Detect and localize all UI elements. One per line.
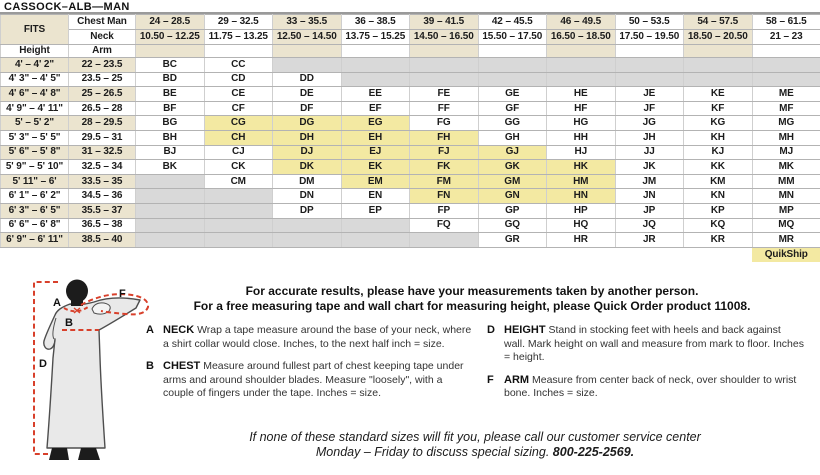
size-code-cell: HN <box>547 189 616 204</box>
size-row <box>1 58 820 73</box>
size-row <box>1 174 820 189</box>
height-range: 4' – 4' 2" <box>1 58 69 73</box>
quikship-badge: QuikShip <box>752 247 820 262</box>
neck-range: 13.75 – 15.25 <box>341 30 410 45</box>
size-cell-unavailable <box>478 58 547 73</box>
size-code-cell: BC <box>136 58 205 73</box>
arm-range: 38.5 – 40 <box>69 233 136 248</box>
instruction-term: ARM <box>504 373 530 386</box>
size-code-cell: KE <box>684 87 753 102</box>
size-code-cell: DF <box>273 101 342 116</box>
size-code-cell: DD <box>273 72 342 87</box>
size-row <box>1 218 820 233</box>
size-code-cell: DG <box>273 116 342 131</box>
instruction-text: CHEST Measure around fullest part of chest keeping tape under arms and around shoulder blades. Measure "loosely", with a couple of fingers under the tape. Inches = size. <box>163 360 464 399</box>
neck-range: 16.50 – 18.50 <box>547 30 616 45</box>
size-code-cell: CE <box>204 87 273 102</box>
chest-range: 54 – 57.5 <box>684 15 753 30</box>
size-code-cell: KP <box>684 203 753 218</box>
height-range: 5' 6" – 5' 8" <box>1 145 69 160</box>
instruction-item-chest <box>146 360 475 401</box>
size-code-cell: DK <box>273 160 342 175</box>
height-range: 6' 6" – 6' 8" <box>1 218 69 233</box>
size-code-cell: EE <box>341 87 410 102</box>
size-code-cell: KG <box>684 116 753 131</box>
size-code-cell: BG <box>136 116 205 131</box>
size-cell-unavailable <box>615 58 684 73</box>
size-cell-unavailable <box>341 58 410 73</box>
size-code-cell: GR <box>478 233 547 248</box>
neck-range: 14.50 – 16.50 <box>410 30 479 45</box>
axis-spacer-cell <box>410 45 479 58</box>
size-cell-unavailable <box>684 58 753 73</box>
size-code-cell: CM <box>204 174 273 189</box>
size-code-cell: MN <box>752 189 820 204</box>
size-code-cell: ME <box>752 87 820 102</box>
size-code-cell: FN <box>410 189 479 204</box>
instruction-text: ARM Measure from center back of neck, over shoulder to wrist bone. Inches = size. <box>504 373 797 399</box>
size-code-cell: HR <box>547 233 616 248</box>
instruction-item-arm <box>487 374 804 401</box>
size-row <box>1 116 820 131</box>
size-code-cell: EN <box>341 189 410 204</box>
height-range: 5' – 5' 2" <box>1 116 69 131</box>
instruction-letter: D <box>487 324 495 336</box>
size-code-cell: DJ <box>273 145 342 160</box>
size-row <box>1 203 820 218</box>
size-cell-unavailable <box>136 233 205 248</box>
chest-range: 24 – 28.5 <box>136 15 205 30</box>
chest-range: 58 – 61.5 <box>752 15 820 30</box>
size-code-cell: GF <box>478 101 547 116</box>
height-range: 6' 3" – 6' 5" <box>1 203 69 218</box>
axis-spacer-cell <box>341 45 410 58</box>
size-cell-unavailable <box>341 218 410 233</box>
instruction-term: NECK <box>163 324 195 336</box>
size-code-cell: GN <box>478 189 547 204</box>
height-range: 6' 9" – 6' 11" <box>1 233 69 248</box>
height-range: 4' 9" – 4' 11" <box>1 101 69 116</box>
size-code-cell: BE <box>136 87 205 102</box>
arm-range: 25 – 26.5 <box>69 87 136 102</box>
size-cell-unavailable <box>204 203 273 218</box>
arm-range: 23.5 – 25 <box>69 72 136 87</box>
neck-range: 10.50 – 12.25 <box>136 30 205 45</box>
size-code-cell: EH <box>341 130 410 145</box>
arm-range: 26.5 – 28 <box>69 101 136 116</box>
header-row-neck <box>1 30 820 45</box>
cassock-robe <box>44 298 140 448</box>
accuracy-notes <box>140 284 804 314</box>
size-code-cell: CC <box>204 58 273 73</box>
special-sizing-footer <box>140 430 810 460</box>
size-code-cell: JK <box>615 160 684 175</box>
size-code-cell: JN <box>615 189 684 204</box>
fits-label: FITS <box>1 15 69 45</box>
axis-spacer-cell <box>204 45 273 58</box>
size-cell-unavailable <box>136 203 205 218</box>
axis-spacer-cell <box>684 45 753 58</box>
neck-range: 15.50 – 17.50 <box>478 30 547 45</box>
size-code-cell: CF <box>204 101 273 116</box>
size-code-cell: JR <box>615 233 684 248</box>
arm-range: 29.5 – 31 <box>69 130 136 145</box>
size-code-cell: HK <box>547 160 616 175</box>
size-row <box>1 145 820 160</box>
size-code-cell: MR <box>752 233 820 248</box>
chest-row-label: Chest Man <box>69 15 136 30</box>
size-cell-unavailable <box>752 72 820 87</box>
size-cell-unavailable <box>547 72 616 87</box>
size-cell-unavailable <box>752 58 820 73</box>
size-code-cell: FG <box>410 116 479 131</box>
size-code-cell: GJ <box>478 145 547 160</box>
size-code-cell: JQ <box>615 218 684 233</box>
height-col-label: Height <box>1 45 69 58</box>
size-code-cell: GP <box>478 203 547 218</box>
size-code-cell: KN <box>684 189 753 204</box>
size-code-cell: MG <box>752 116 820 131</box>
size-code-cell: JJ <box>615 145 684 160</box>
size-cell-unavailable <box>273 233 342 248</box>
size-code-cell: KF <box>684 101 753 116</box>
size-code-cell: EM <box>341 174 410 189</box>
instruction-text: HEIGHT Stand in stocking feet with heels and back against wall. Mark height on wall and measure from mark to floor. Inches = height. <box>504 324 804 363</box>
size-code-cell: HE <box>547 87 616 102</box>
size-code-cell: BK <box>136 160 205 175</box>
size-code-cell: HQ <box>547 218 616 233</box>
chest-range: 36 – 38.5 <box>341 15 410 30</box>
neck-range: 18.50 – 20.50 <box>684 30 753 45</box>
axis-spacer-cell <box>752 45 820 58</box>
size-row <box>1 72 820 87</box>
size-cell-unavailable <box>136 218 205 233</box>
size-code-cell: FH <box>410 130 479 145</box>
size-code-cell: HM <box>547 174 616 189</box>
quikship-row-spacer <box>1 247 753 262</box>
size-code-cell: DP <box>273 203 342 218</box>
height-range: 5' 3" – 5' 5" <box>1 130 69 145</box>
measuring-instructions <box>146 324 804 410</box>
axis-spacer-cell <box>547 45 616 58</box>
size-cell-unavailable <box>478 72 547 87</box>
size-code-cell: CH <box>204 130 273 145</box>
size-row <box>1 189 820 204</box>
instruction-letter: A <box>146 324 154 336</box>
size-code-cell: EG <box>341 116 410 131</box>
phone-number: 800-225-2569. <box>552 445 635 459</box>
figure-foot-right <box>78 448 100 460</box>
size-code-cell: MH <box>752 130 820 145</box>
size-cell-unavailable <box>684 72 753 87</box>
size-code-cell: HP <box>547 203 616 218</box>
axis-spacer-cell <box>136 45 205 58</box>
size-code-cell: JG <box>615 116 684 131</box>
size-code-cell: DH <box>273 130 342 145</box>
footer-line1: If none of these standard sizes will fit you, please call our customer service center <box>249 430 701 444</box>
size-code-cell: DN <box>273 189 342 204</box>
instruction-letter: F <box>487 373 494 386</box>
size-row <box>1 101 820 116</box>
size-code-cell: GG <box>478 116 547 131</box>
figure-label-height: D <box>39 358 47 370</box>
page-title: CASSOCK–ALB—MAN <box>0 0 820 14</box>
axis-label-row <box>1 45 820 58</box>
size-cell-unavailable <box>204 189 273 204</box>
size-code-cell: CD <box>204 72 273 87</box>
arm-range: 36.5 – 38 <box>69 218 136 233</box>
size-code-cell: JF <box>615 101 684 116</box>
instruction-term: HEIGHT <box>504 324 546 336</box>
size-code-cell: FM <box>410 174 479 189</box>
size-code-cell: KJ <box>684 145 753 160</box>
quikship-row <box>1 247 820 262</box>
figure-label-neck: A <box>53 297 61 309</box>
instruction-item-height <box>487 324 804 365</box>
size-code-cell: KK <box>684 160 753 175</box>
instruction-item-neck <box>146 324 475 351</box>
neck-range: 11.75 – 13.25 <box>204 30 273 45</box>
size-code-cell: JH <box>615 130 684 145</box>
axis-spacer-cell <box>478 45 547 58</box>
size-code-cell: FP <box>410 203 479 218</box>
size-row <box>1 160 820 175</box>
size-cell-unavailable <box>273 58 342 73</box>
size-code-cell: GH <box>478 130 547 145</box>
size-code-cell: JM <box>615 174 684 189</box>
size-cell-unavailable <box>136 189 205 204</box>
arm-col-label: Arm <box>69 45 136 58</box>
size-code-cell: FJ <box>410 145 479 160</box>
instructions-column-right <box>475 324 804 410</box>
cassock-figure <box>20 278 160 475</box>
size-cell-unavailable <box>204 218 273 233</box>
size-cell-unavailable <box>204 233 273 248</box>
arm-range: 32.5 – 34 <box>69 160 136 175</box>
size-cell-unavailable <box>273 218 342 233</box>
size-code-cell: FK <box>410 160 479 175</box>
size-code-cell: MQ <box>752 218 820 233</box>
neck-row-label: Neck <box>69 30 136 45</box>
size-code-cell: KH <box>684 130 753 145</box>
size-code-cell: HF <box>547 101 616 116</box>
size-cell-unavailable <box>547 58 616 73</box>
size-cell-unavailable <box>341 233 410 248</box>
size-code-cell: CJ <box>204 145 273 160</box>
height-range: 5' 9" – 5' 10" <box>1 160 69 175</box>
size-code-cell: FQ <box>410 218 479 233</box>
neck-range: 21 – 23 <box>752 30 820 45</box>
height-range: 5' 11" – 6' <box>1 174 69 189</box>
size-code-cell: MP <box>752 203 820 218</box>
size-cell-unavailable <box>136 174 205 189</box>
size-code-cell: MF <box>752 101 820 116</box>
chest-range: 46 – 49.5 <box>547 15 616 30</box>
figure-label-chest: B <box>65 317 73 329</box>
size-code-cell: FE <box>410 87 479 102</box>
figure-foot-left <box>49 448 69 460</box>
size-cell-unavailable <box>410 233 479 248</box>
size-code-cell: EJ <box>341 145 410 160</box>
instructions-column-left <box>146 324 475 410</box>
footer-line2 <box>140 445 810 460</box>
size-code-cell: CK <box>204 160 273 175</box>
size-code-cell: KQ <box>684 218 753 233</box>
size-code-cell: JE <box>615 87 684 102</box>
size-code-cell: MK <box>752 160 820 175</box>
instruction-letter: B <box>146 360 154 372</box>
size-code-cell: DM <box>273 174 342 189</box>
accuracy-note-line2: For a free measuring tape and wall chart for measuring height, please Quick Order product 11008. <box>193 299 751 313</box>
size-code-cell: HJ <box>547 145 616 160</box>
size-code-cell: GQ <box>478 218 547 233</box>
size-code-cell: BD <box>136 72 205 87</box>
instruction-text: NECK Wrap a tape measure around the base of your neck, where a shirt collar would close. Inches, to the next half inch = size. <box>163 324 472 350</box>
neck-range: 17.50 – 19.50 <box>615 30 684 45</box>
size-code-cell: GE <box>478 87 547 102</box>
size-code-cell: EF <box>341 101 410 116</box>
size-code-cell: KR <box>684 233 753 248</box>
chest-range: 39 – 41.5 <box>410 15 479 30</box>
arm-range: 35.5 – 37 <box>69 203 136 218</box>
size-row <box>1 130 820 145</box>
size-cell-unavailable <box>615 72 684 87</box>
size-cell-unavailable <box>341 72 410 87</box>
size-code-cell: HH <box>547 130 616 145</box>
size-code-cell: FF <box>410 101 479 116</box>
size-row <box>1 87 820 102</box>
size-code-cell: MJ <box>752 145 820 160</box>
neck-range: 12.50 – 14.50 <box>273 30 342 45</box>
cassock-figure-drawing <box>20 278 160 475</box>
size-code-cell: BH <box>136 130 205 145</box>
size-code-cell: HG <box>547 116 616 131</box>
arm-range: 22 – 23.5 <box>69 58 136 73</box>
chest-range: 50 – 53.5 <box>615 15 684 30</box>
size-code-cell: CG <box>204 116 273 131</box>
figure-label-arm: F <box>119 288 126 300</box>
height-range: 4' 6" – 4' 8" <box>1 87 69 102</box>
chest-range: 33 – 35.5 <box>273 15 342 30</box>
chest-range: 42 – 45.5 <box>478 15 547 30</box>
size-code-cell: EK <box>341 160 410 175</box>
size-code-cell: GK <box>478 160 547 175</box>
instruction-term: CHEST <box>163 360 201 372</box>
size-code-cell: KM <box>684 174 753 189</box>
size-code-cell: DE <box>273 87 342 102</box>
footer-line2-text: Monday – Friday to discuss special sizing. <box>315 445 553 459</box>
size-code-cell: MM <box>752 174 820 189</box>
size-code-cell: JP <box>615 203 684 218</box>
arm-range: 28 – 29.5 <box>69 116 136 131</box>
header-row-chest <box>1 15 820 30</box>
arm-range: 31 – 32.5 <box>69 145 136 160</box>
arm-range: 34.5 – 36 <box>69 189 136 204</box>
size-code-cell: EP <box>341 203 410 218</box>
chest-range: 29 – 32.5 <box>204 15 273 30</box>
axis-spacer-cell <box>615 45 684 58</box>
size-table <box>0 14 820 262</box>
arm-range: 33.5 – 35 <box>69 174 136 189</box>
accuracy-note-line1: For accurate results, please have your measurements taken by another person. <box>245 284 699 298</box>
size-code-cell: BF <box>136 101 205 116</box>
size-cell-unavailable <box>410 58 479 73</box>
size-cell-unavailable <box>410 72 479 87</box>
size-row <box>1 233 820 248</box>
axis-spacer-cell <box>273 45 342 58</box>
size-code-cell: GM <box>478 174 547 189</box>
size-code-cell: BJ <box>136 145 205 160</box>
height-range: 4' 3" – 4' 5" <box>1 72 69 87</box>
height-range: 6' 1" – 6' 2" <box>1 189 69 204</box>
